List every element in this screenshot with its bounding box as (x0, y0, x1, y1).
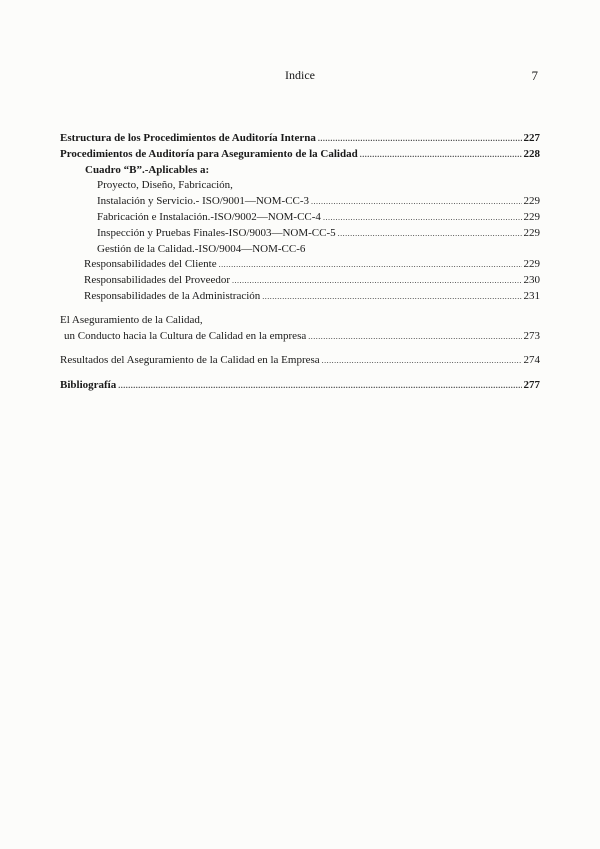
toc-dot-leader (262, 289, 521, 305)
table-of-contents (60, 131, 540, 394)
toc-dot-leader (219, 257, 522, 273)
running-head-title: Indice (285, 68, 315, 82)
toc-entry-page: 277 (523, 379, 540, 392)
toc-entry-page: 273 (523, 329, 540, 342)
toc-entry-label: Resultados del Aseguramiento de la Calidad en la Empresa (60, 354, 320, 367)
toc-entry-label: Procedimientos de Auditoría para Aseguramiento de la Calidad (60, 147, 358, 160)
toc-entry-page: 230 (523, 274, 540, 287)
toc-entry-page: 227 (523, 132, 540, 144)
toc-entry-page: 274 (523, 354, 540, 367)
toc-dot-leader (323, 210, 522, 226)
running-head (0, 68, 600, 84)
toc-entry (60, 194, 540, 210)
toc-dot-leader (318, 131, 522, 147)
toc-entry (60, 131, 540, 147)
toc-dot-leader (308, 329, 521, 345)
toc-entry-label: El Aseguramiento de la Calidad, (60, 313, 203, 326)
toc-entry-label: Responsabilidades del Cliente (84, 258, 217, 271)
toc-dot-leader (360, 147, 522, 163)
toc-entry-label: Cuadro “B”.-Aplicables a: (85, 163, 210, 176)
toc-dot-leader (118, 378, 521, 394)
toc-entry-page: 229 (523, 195, 540, 208)
toc-entry-label: Responsabilidades del Proveedor (84, 274, 231, 287)
toc-entry (60, 273, 540, 289)
toc-entry-label: un Conducto hacia la Cultura de Calidad en la empresa (64, 329, 307, 342)
toc-entry (60, 226, 540, 242)
toc-entry (60, 353, 540, 369)
toc-entry-page: 229 (523, 258, 540, 271)
toc-entry (60, 242, 540, 258)
toc-entry-page: 228 (523, 147, 540, 160)
toc-entry-label: Bibliografía (60, 379, 117, 392)
toc-entry (60, 313, 540, 329)
toc-entry (60, 147, 540, 163)
toc-entry (60, 378, 540, 394)
toc-entry-label: Responsabilidades de la Administración (84, 289, 261, 302)
toc-entry-label: Inspección y Pruebas Finales-ISO/9003—NOM-CC-5 (97, 226, 336, 239)
toc-entry-page: 229 (523, 210, 540, 223)
toc-entry (60, 210, 540, 226)
toc-entry-label: Estructura de los Procedimientos de Auditoría Interna (60, 132, 316, 144)
toc-entry (60, 289, 540, 305)
toc-subheading (60, 163, 540, 179)
toc-dot-leader (338, 226, 522, 242)
toc-entry-label: Instalación y Servicio.- ISO/9001—NOM-CC-3 (97, 195, 310, 208)
toc-entry (60, 329, 540, 345)
toc-dot-leader (322, 353, 522, 369)
running-head-page-number: 7 (531, 68, 538, 83)
toc-entry (60, 178, 540, 194)
toc-entry-label: Proyecto, Diseño, Fabricación, (97, 179, 233, 192)
toc-entry-page: 229 (523, 226, 540, 239)
toc-entry-label: Fabricación e Instalación.-ISO/9002—NOM-CC-4 (97, 210, 321, 223)
toc-entry-page: 231 (523, 289, 540, 302)
toc-entry (60, 257, 540, 273)
toc-dot-leader (311, 194, 521, 210)
toc-dot-leader (232, 273, 521, 289)
toc-entry-label: Gestión de la Calidad.-ISO/9004—NOM-CC-6 (97, 242, 306, 255)
